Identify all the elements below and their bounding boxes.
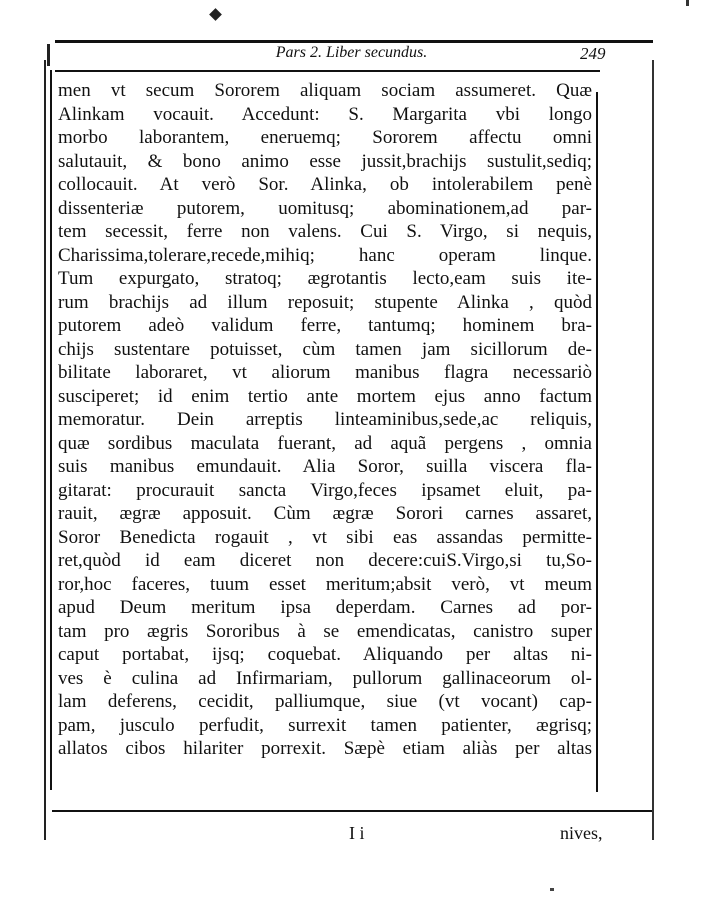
text-line: gitarat: procurauit sancta Virgo,feces ipsamet eluit, pa- <box>58 479 592 501</box>
text-line: allatos cibos hilariter porrexit. Sæpè etiam aliàs per altas <box>58 738 592 759</box>
outer-frame-left <box>44 60 46 840</box>
text-line: lam deferens, cecidit, palliumque, siue (vt vocant) cap- <box>58 691 592 712</box>
text-line: Soror Benedicta rogauit , vt sibi eas assandas permitte- <box>58 526 592 548</box>
text-line: rum brachijs ad illum reposuit; stupente Alinka , quòd <box>58 291 592 313</box>
text-line: morbo laborantem, eneruemq; Sororem affectu omni <box>58 127 592 148</box>
text-line: memoratur. Dein arreptis linteaminibus,sede,ac reliquis, <box>58 409 592 430</box>
text-line: ves è culina ad Infirmariam, pullorum gallinaceorum ol- <box>58 667 592 689</box>
page-number: 249 <box>580 44 606 63</box>
text-line: bilitate laboraret, vt aliorum manibus flagra necessariò <box>58 362 592 383</box>
text-line: men vt secum Sororem aliquam sociam assumeret. Quæ <box>58 80 592 101</box>
ink-speck <box>550 888 554 891</box>
frame-left <box>50 70 52 790</box>
text-line: ret,quòd id eam diceret non decere:cuiS.Virgo,si tu,So- <box>58 550 592 571</box>
text-line: putorem adeò validum ferre, tantumq; hominem bra- <box>58 315 592 336</box>
outer-frame-right <box>652 60 654 840</box>
corner-blemish <box>686 0 689 6</box>
catchword: nives, <box>560 823 603 843</box>
header-rule <box>55 70 600 72</box>
running-title: Pars 2. Liber secundus. <box>275 44 428 61</box>
text-line: salutauit, & bono animo esse jussit,brachijs sustulit,sediq; <box>58 150 592 172</box>
text-line: collocauit. At verò Sor. Alinka, ob intolerabilem penè <box>58 174 592 195</box>
printer-ornament <box>209 8 222 21</box>
bottom-rule <box>52 810 652 812</box>
text-line: ror,hoc faceres, tuum esset meritum;absit verò, vt meum <box>58 573 592 595</box>
text-line: suis manibus emundauit. Alia Soror, suilla viscera fla- <box>58 456 592 477</box>
text-line: Alinkam vocauit. Accedunt: S. Margarita vbi longo <box>58 103 592 125</box>
text-line: Tum expurgato, stratoq; ægrotantis lecto,eam suis ite- <box>58 268 592 289</box>
text-line: tem secessit, ferre non valens. Cui S. Virgo, si nequis, <box>58 221 592 242</box>
top-rule <box>55 40 653 43</box>
text-line: apud Deum meritum ipsa deperdam. Carnes ad por- <box>58 597 592 618</box>
text-line: caput portabat, ijsq; coquebat. Aliquando per altas ni- <box>58 644 592 665</box>
body-text <box>58 79 592 761</box>
text-line: Charissima,tolerare,recede,mihiq; hanc operam linque. <box>58 244 592 266</box>
text-line: dissenteriæ putorem, uomitusq; abominationem,ad par- <box>58 197 592 219</box>
text-line: rauit, ægræ apposuit. Cùm ægræ Sorori carnes assaret, <box>58 503 592 524</box>
text-line: pam, jusculo perfudit, surrexit tamen patienter, ægrisq; <box>58 714 592 736</box>
text-line: quæ sordibus maculata fuerant, ad aquã pergens , omnia <box>58 432 592 454</box>
text-line: tam pro ægris Sororibus à se emendicatas, canistro super <box>58 620 592 642</box>
text-line: susciperet; id enim tertio ante mortem ejus anno factum <box>58 385 592 407</box>
frame-right <box>596 92 598 792</box>
signature-mark: I i <box>349 823 365 843</box>
text-line: chijs sustentare potuisset, cùm tamen jam sicillorum de- <box>58 338 592 360</box>
